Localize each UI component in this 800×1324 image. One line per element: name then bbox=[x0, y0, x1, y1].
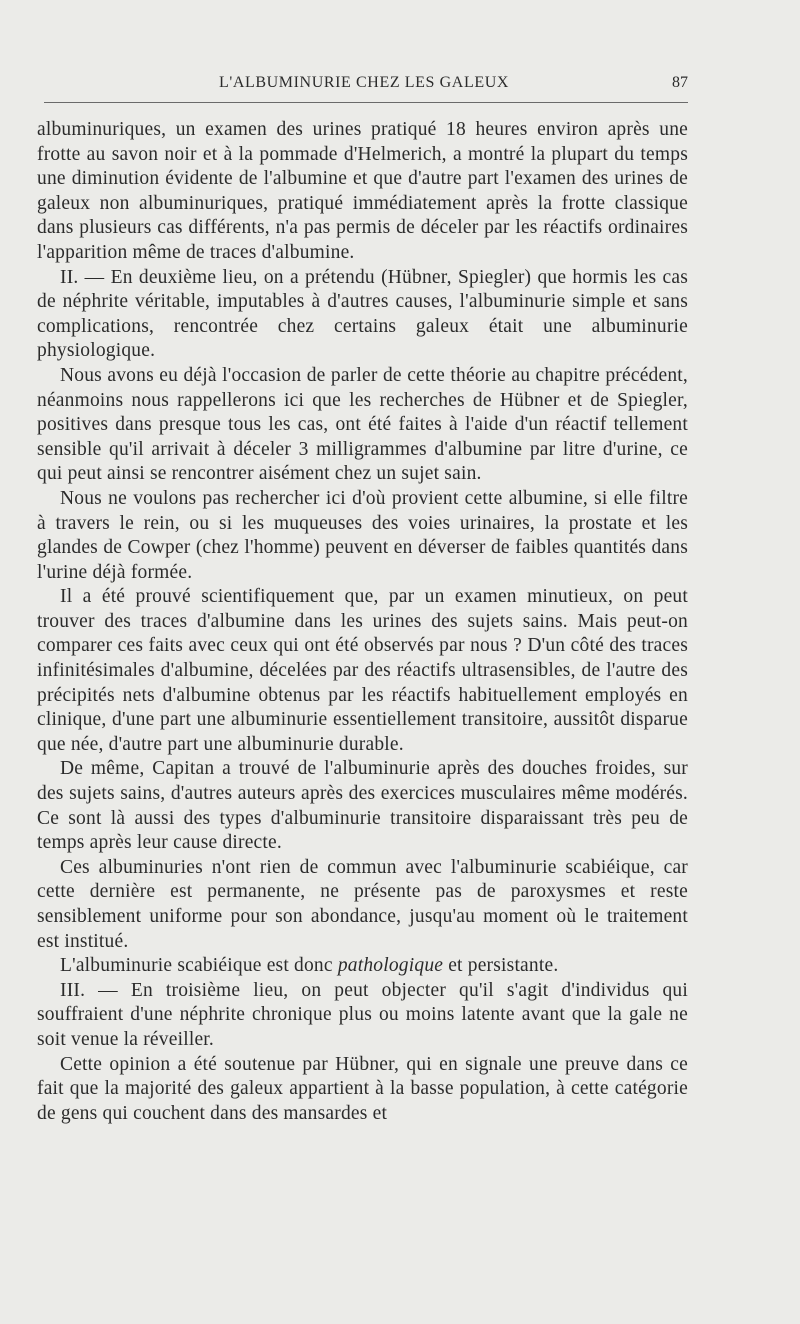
paragraph-8-after: et persistante. bbox=[443, 955, 559, 977]
body-text bbox=[37, 118, 688, 1126]
paragraph-7: Ces albuminuries n'ont rien de commun avec l'albuminurie scabiéique, car cette dernière est permanente, ne présente pas de paroxysmes et reste sensiblement uniforme pour son abondance, jusqu'au moment où le traitement est institué. bbox=[37, 856, 688, 952]
paragraph-3: Nous avons eu déjà l'occasion de parler de cette théorie au chapitre précédent, néanmoins nous rappellerons ici que les recherches de Hübner et de Spiegler, positives dans presque tous les cas, ont été faites à l'aide d'un réactif tellement sensible qu'il arrivait à déceler 3 milligrammes d'albumine par litre d'urine, ce qui peut ainsi se rencontrer aisément chez un sujet sain. bbox=[37, 364, 688, 485]
paragraph-4: Nous ne voulons pas rechercher ici d'où provient cette albumine, si elle filtre à travers le rein, ou si les muqueuses des voies urinaires, la prostate et les glandes de Cowper (chez l'homme) peuvent en déverser de faibles quantités dans l'urine déjà formée. bbox=[37, 487, 688, 583]
paragraph-2: II. — En deuxième lieu, on a prétendu (Hübner, Spiegler) que hormis les cas de néphrite véritable, imputables à d'autres causes, l'albuminurie simple et sans complications, rencontrée chez certains galeux était une albuminurie physiologique. bbox=[37, 266, 688, 362]
header-rule bbox=[44, 102, 688, 103]
paragraph-10: Cette opinion a été soutenue par Hübner, qui en signale une preuve dans ce fait que la majorité des galeux appartient à la basse population, à cette catégorie de gens qui couchent dans des mansardes et bbox=[37, 1053, 688, 1124]
page-header bbox=[40, 70, 688, 100]
paragraph-8-before: L'albuminurie scabiéique est donc bbox=[60, 955, 338, 977]
italic-word: pathologique bbox=[337, 955, 444, 977]
paragraph-5: Il a été prouvé scientifiquement que, par un examen minutieux, on peut trouver des traces d'albumine dans les urines des sujets sains. Mais peut-on comparer ces faits avec ceux qui ont été observés par nous ? D'un côté des traces infinitésimales d'albumine, décelées par des réactifs ultrasensibles, de l'autre des précipités nets d'albumine obtenus par les réactifs habituellement employés en clinique, d'une part une albuminurie essentiellement transitoire, aussitôt disparue que née, d'autre part une albuminurie durable. bbox=[37, 586, 688, 755]
paragraph-9: III. — En troisième lieu, on peut objecter qu'il s'agit d'individus qui souffraient d'une néphrite chronique plus ou moins latente avant que la gale ne soit venue la réveiller. bbox=[37, 979, 688, 1050]
paragraph-1: albuminuriques, un examen des urines pratiqué 18 heures environ après une frotte au savon noir et à la pommade d'Helmerich, a montré la plupart du temps une diminution évidente de l'albumine et que d'autre part l'examen des urines de galeux non albuminuriques, pratiqué immédiatement après la frotte classique dans plusieurs cas différents, n'a pas permis de déceler par les réactifs ordinaires l'apparition même de traces d'albumine. bbox=[37, 119, 688, 263]
running-title: L'ALBUMINURIE CHEZ LES GALEUX bbox=[218, 74, 510, 91]
page-number: 87 bbox=[672, 74, 688, 91]
paragraph-6: De même, Capitan a trouvé de l'albuminurie après des douches froides, sur des sujets sains, d'autres auteurs après des exercices musculaires même modérés. Ce sont là aussi des types d'albuminurie transitoire disparaissant très peu de temps après leur cause directe. bbox=[37, 758, 688, 854]
paragraph-8 bbox=[37, 954, 688, 979]
